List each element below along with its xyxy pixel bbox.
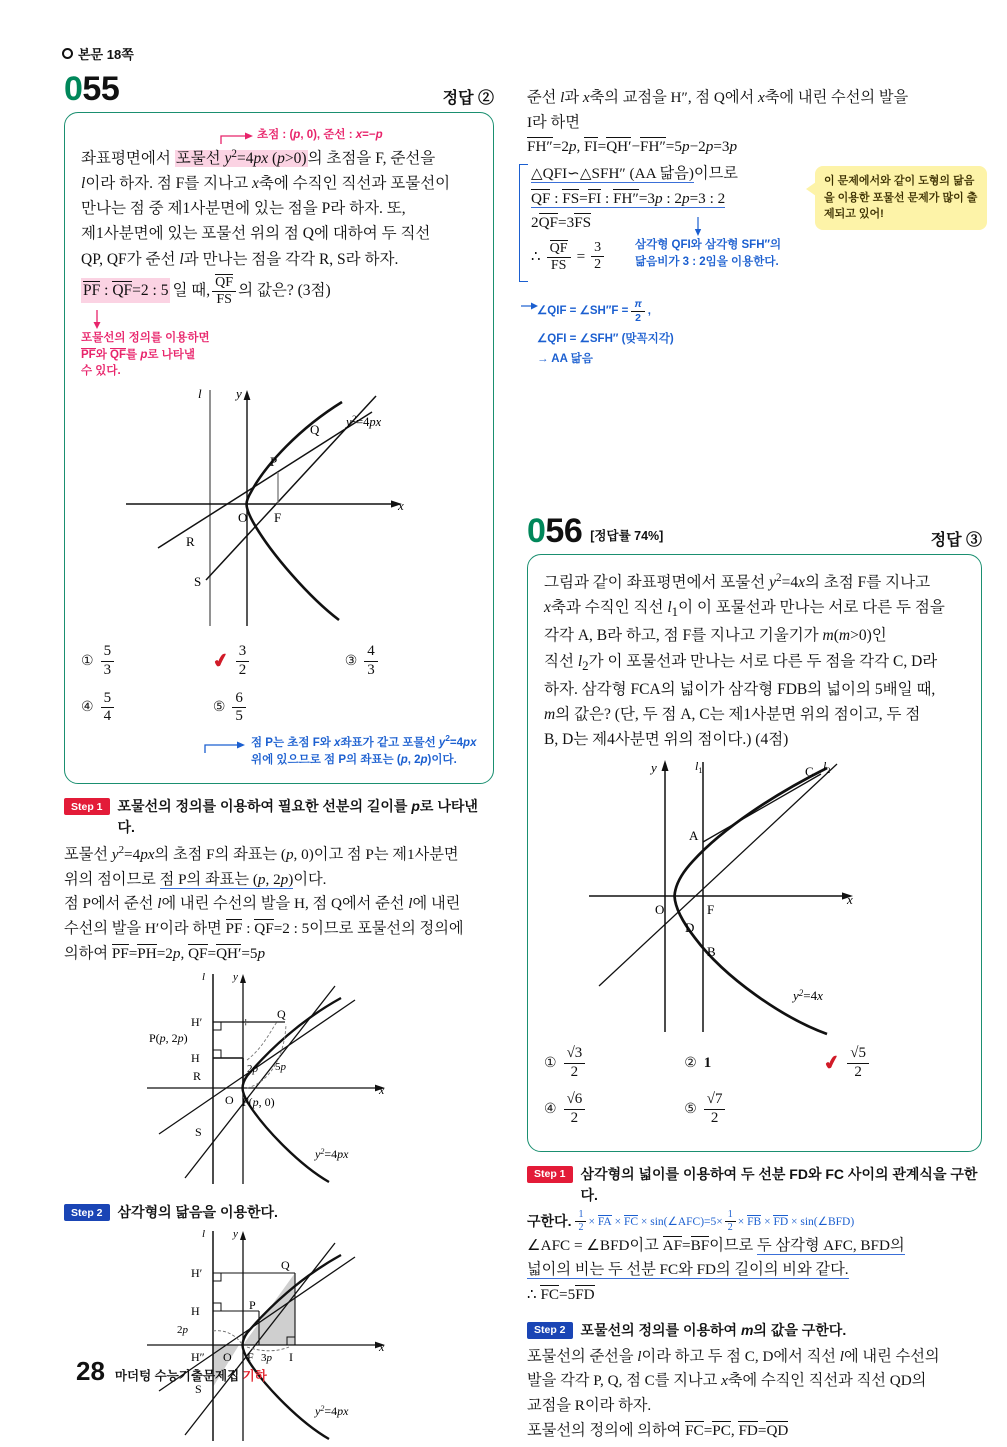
choice-5-value: $\frac{6}{5}$ xyxy=(232,691,246,726)
p056-choice-1[interactable] xyxy=(544,1046,684,1081)
choice-spacer xyxy=(345,691,477,726)
svg-text:x: x xyxy=(379,1340,385,1355)
p055-step1-figure xyxy=(129,970,429,1190)
svg-text:Q: Q xyxy=(277,1007,286,1022)
book-title: 마더텅 수능기출문제집 기하 xyxy=(114,1369,267,1383)
svg-text:y2=4x: $y^2=4x$ xyxy=(792,987,823,1003)
svg-text:F: F xyxy=(274,510,282,526)
p056-step2-title: 포물선의 정의를 이용하여 m의 값을 구한다. xyxy=(580,1321,847,1338)
svg-text:5p: 5p xyxy=(275,1061,286,1074)
p055-step2 xyxy=(64,1202,494,1223)
choice-2[interactable] xyxy=(210,643,345,679)
p056-choice-spacer xyxy=(824,1092,964,1127)
right-column xyxy=(527,84,982,1443)
svg-text:O: O xyxy=(238,510,248,526)
svg-text:Q: Q xyxy=(310,422,320,438)
svg-text:y: y xyxy=(650,759,657,775)
p056-step2-badge: Step 2 xyxy=(527,1322,573,1339)
arrow-down-icon xyxy=(693,217,703,237)
svg-text:F: F xyxy=(247,1350,254,1365)
svg-text:y2=4px: $y^2=4px$ xyxy=(315,1147,349,1162)
p056-step1-title: 삼각형의 넓이를 이용하여 두 선분 FD와 FC 사이의 관계식을 구한다. xyxy=(580,1165,978,1203)
svg-text:P(p, 2p): P(p, 2p) xyxy=(149,1031,188,1046)
svg-text:F(p, 0): F(p, 0) xyxy=(242,1095,275,1110)
svg-text:2p: 2p xyxy=(247,1063,258,1076)
problem-055-figure xyxy=(114,384,444,634)
arrow-down-icon xyxy=(91,310,105,330)
choice-4[interactable] xyxy=(81,691,213,726)
problem-056-box xyxy=(527,554,982,1152)
p055-step2-badge: Step 2 xyxy=(64,1204,110,1221)
svg-text:l2: $l_2$ xyxy=(822,758,830,775)
p055-note-similarity: 삼각형 QFI와 삼각형 SFH″의 닮음비가 3 : 2임을 이용한다. xyxy=(635,237,850,270)
choice-3-value: $\frac{4}{3}$ xyxy=(364,644,378,679)
p055-step2-title: 삼각형의 닮음을 이용한다. xyxy=(117,1204,278,1221)
problem-056-figure xyxy=(555,756,955,1036)
choices-row-1 xyxy=(81,644,477,679)
problem-055-header xyxy=(64,72,494,112)
svg-text:S: S xyxy=(194,574,202,590)
p056-choice-5[interactable] xyxy=(684,1092,824,1127)
annot-focus-wrap xyxy=(81,127,477,145)
p055-continuation: 준선 l과 x축의 교점을 H″, 점 Q에서 x축에 내린 수선의 발을 I라 하면 FH″=2p, FI=QH′−FH″=5p−2p=3p xyxy=(527,89,909,156)
p056-choice-2-value: 1 xyxy=(703,1054,712,1071)
left-column xyxy=(64,72,494,1447)
choice-1-value: $\frac{5}{3}$ xyxy=(101,644,115,679)
p056-step1-body: 구한다. $\frac{1}{2}$ × FA × FC × sin(∠AFC)=5× $\frac{1}{2}$ × FB × FD × sin(∠BFD) ∠AFC = ∠BFD이고 AF=BF이므로 두 삼각형 AFC, BFD의 넓이의 비는 두 선분 FC와 FD의 길이의 비와 같다. ∴ FC=5FD xyxy=(527,1208,905,1304)
p055-step2-figure xyxy=(129,1227,429,1447)
problem-056-statement: 그림과 같이 좌표평면에서 포물선 $y^2=4x$의 초점 F를 지나고 x축과 수직인 직선 $l_1$이 이 포물선과 만나는 서로 다른 두 점을 각각 A, B라 하고, 점 F를 지나고 기울기가 m(m>0)인 직선 $l_2$가 이 포물선과 만나는 서로 다른 두 점을 각각 C, D라 하자. 삼각형 FCA의 넓이가 삼각형 FDB의 넓이의 5배일 때, m의 값은? (단, 두 점 A, C는 제1사분면 위의 점이고, 두 점 B, D는 제4사분면 위의 점이다.) (4점) xyxy=(544,572,945,748)
svg-text:O: O xyxy=(654,901,664,917)
p055-tip-callout: 이 문제에서와 같이 도형의 닮음을 이용한 포물선 문제가 많이 출제되고 있어! xyxy=(815,166,987,230)
arrow-icon xyxy=(219,130,259,146)
choice-1-mark: ① xyxy=(81,653,94,669)
svg-text:y: y xyxy=(233,971,238,984)
svg-text:2p: 2p xyxy=(177,1324,188,1337)
page-footer xyxy=(76,1356,267,1387)
svg-text:y: y xyxy=(233,1228,238,1241)
bullseye-icon xyxy=(62,48,73,59)
svg-text:⊹: ⊹ xyxy=(242,1017,250,1028)
choices-row-2 xyxy=(81,691,477,726)
choice-2-value: $\frac{3}{2}$ xyxy=(236,644,250,679)
p056-choice-2-mark: ② xyxy=(684,1055,697,1071)
svg-text:P: P xyxy=(249,1298,256,1313)
annot-blue-bottom-wrap xyxy=(81,734,477,771)
svg-text:P: P xyxy=(270,454,278,470)
svg-text:l: l xyxy=(198,386,202,402)
svg-text:3p: 3p xyxy=(261,1352,272,1365)
problem-055-choices xyxy=(81,644,477,725)
p056-choice-2[interactable] xyxy=(684,1046,824,1081)
derivation-bracket xyxy=(519,164,528,282)
problem-055-box xyxy=(64,112,494,784)
svg-text:O: O xyxy=(223,1350,232,1365)
problem-056-header xyxy=(527,514,982,554)
annot-blue-bottom-text: 점 P는 초점 F와 x좌표가 같고 포물선 $y^2=4px$ 위에 있으므로 점 P의 좌표는 (p, 2p)이다. xyxy=(251,734,477,766)
problem-055-number: 055 xyxy=(64,70,120,108)
svg-text:H′: H′ xyxy=(191,1266,203,1281)
svg-text:S: S xyxy=(195,1125,202,1140)
svg-text:F: F xyxy=(706,901,714,917)
choice-4-mark: ④ xyxy=(81,700,94,716)
choice-3-mark: ③ xyxy=(344,653,358,669)
svg-text:O: O xyxy=(225,1093,234,1108)
source-reference-label: 본문 18쪽 xyxy=(78,47,134,62)
p056-choice-5-mark: ⑤ xyxy=(684,1102,697,1118)
svg-text:l: l xyxy=(202,971,206,984)
p056-step2 xyxy=(527,1320,982,1341)
svg-text:l1: $l_1$ xyxy=(694,758,702,775)
svg-text:H″: H″ xyxy=(191,1350,205,1365)
svg-text:x: x xyxy=(379,1083,385,1098)
p055-note-angles: ∠QIF = ∠SH″F = $\frac{\pi}{2}$ , ∠QFI = ∠SFH″ (맞꼭지각) → AA 닮음 xyxy=(537,299,797,367)
svg-text:y2=4px: $y^2=4px$ xyxy=(315,1404,349,1419)
p056-choices-row-2 xyxy=(544,1092,965,1127)
p056-choice-5-value: $\frac{√7}{2}$ xyxy=(704,1092,726,1127)
svg-text:C: C xyxy=(804,763,814,779)
svg-text:A: A xyxy=(688,827,698,843)
svg-text:I: I xyxy=(289,1350,293,1365)
svg-text:H′: H′ xyxy=(191,1015,203,1030)
arrow-right-icon xyxy=(521,300,539,312)
annot-focus-text: 초점 : (p, 0), 준선 : x=−p xyxy=(257,129,383,141)
problem-056-choices xyxy=(544,1046,965,1127)
svg-text:S: S xyxy=(195,1382,202,1397)
p055-step1-badge: Step 1 xyxy=(64,798,110,815)
p055-step1-title: 포물선의 정의를 이용하여 필요한 선분의 길이를 p로 나타낸다. xyxy=(117,798,478,836)
svg-text:x: x xyxy=(846,891,853,907)
arrow-right-icon xyxy=(203,739,253,755)
p056-choice-4[interactable] xyxy=(544,1092,684,1127)
problem-056-answer: 정답 ③ xyxy=(930,532,982,550)
p056-step1-badge: Step 1 xyxy=(527,1166,573,1183)
p055-derivation: △QFI∽△SFH″ (AA 닮음)이므로 QF : FS=FI : FH″=3p : 2p=3 : 2 2QF=3FS ∴ $\frac{QF}{FS}$ = $\frac{3}{2}$ xyxy=(527,162,982,274)
svg-text:y2=4px: $y^2=4px$ xyxy=(346,414,382,430)
p056-choice-3[interactable] xyxy=(824,1046,964,1081)
p056-choice-1-mark: ① xyxy=(544,1055,557,1071)
p056-choice-4-mark: ④ xyxy=(544,1102,557,1118)
p056-step1-formula: $\frac{1}{2}$ × FA × FC × sin(∠AFC)=5× $\frac{1}{2}$ × FB × FD × sin(∠BFD) xyxy=(575,1210,854,1234)
p056-choices-row-1 xyxy=(544,1046,965,1081)
p055-step1-body: 포물선 $y^2=4px$의 초점 F의 좌표는 (p, 0)이고 점 P는 제1사분면 위의 점이므로 점 P의 좌표는 (p, 2p)이다. 점 P에서 준선 l에 내린 수선의 발을 H, 점 Q에서 준선 l에 내린 수선의 발을 H′이라 하면 PF : QF=2 : 5이므로 포물선의 정의에 의하여 PF=PH=2p, QF=QH′=5p xyxy=(64,844,464,962)
svg-text:R: R xyxy=(186,534,195,550)
choice-5[interactable] xyxy=(213,691,345,726)
svg-text:B: B xyxy=(706,943,716,959)
p056-choice-1-value: $\frac{√3}{2}$ xyxy=(564,1046,586,1081)
svg-text:R: R xyxy=(193,1069,202,1084)
problem-056-rate: [정답률 74%] xyxy=(590,529,664,544)
page-number: 28 xyxy=(76,1356,105,1386)
svg-text:Q: Q xyxy=(281,1258,290,1273)
p056-step1 xyxy=(527,1164,982,1206)
choice-3[interactable] xyxy=(345,644,477,679)
svg-text:y: y xyxy=(236,386,242,402)
p056-selected-answer-check-icon: ✔ xyxy=(822,1051,843,1076)
p056-choice-3-value: $\frac{√5}{2}$ xyxy=(847,1046,869,1081)
p055-step1 xyxy=(64,796,494,838)
choice-4-value: $\frac{5}{4}$ xyxy=(101,691,115,726)
svg-text:x: x xyxy=(398,498,404,514)
svg-text:H: H xyxy=(191,1051,200,1066)
choice-5-mark: ⑤ xyxy=(212,700,226,716)
p056-choice-4-value: $\frac{√6}{2}$ xyxy=(564,1092,586,1127)
annot-pink-text: 포물선의 정의를 이용하면 PF와 QF를 p로 나타낼 수 있다. xyxy=(81,332,210,378)
problem-055-statement: 좌표평면에서 포물선 $y^2=4px$ (p>0)의 초점을 F, 준선을 l이라 하자. 점 F를 지나고 x축에 수직인 직선과 포물선이 만나는 점 중 제1사분면에 있는 점을 P라 하자. 또, 제1사분면에 있는 포물선 위의 점 Q에 대하여 두 직선 QP, QF가 준선 l과 만나는 점을 각각 R, S라 하자. PF : QF=2 : 5 일 때, $\frac{QF}{FS}$ 의 값은? (3점) xyxy=(81,148,451,308)
svg-text:D: D xyxy=(684,919,694,935)
p056-step2-body: 포물선의 준선을 l이라 하고 두 점 C, D에서 직선 l에 내린 수선의 발을 각각 P, Q, 점 C를 지나고 x축에 수직인 직선과 직선 QD의 교점을 R이라 하자. 포물선의 정의에 의하여 FC=PC, FD=QD xyxy=(527,1347,940,1439)
choice-1[interactable] xyxy=(81,644,213,679)
source-reference xyxy=(62,44,134,63)
selected-answer-check-icon: ✔ xyxy=(210,649,231,674)
problem-056-number: 056 xyxy=(527,512,583,551)
problem-055-answer: 정답 ② xyxy=(442,90,494,107)
svg-text:H: H xyxy=(191,1304,200,1319)
svg-text:l: l xyxy=(202,1228,206,1241)
